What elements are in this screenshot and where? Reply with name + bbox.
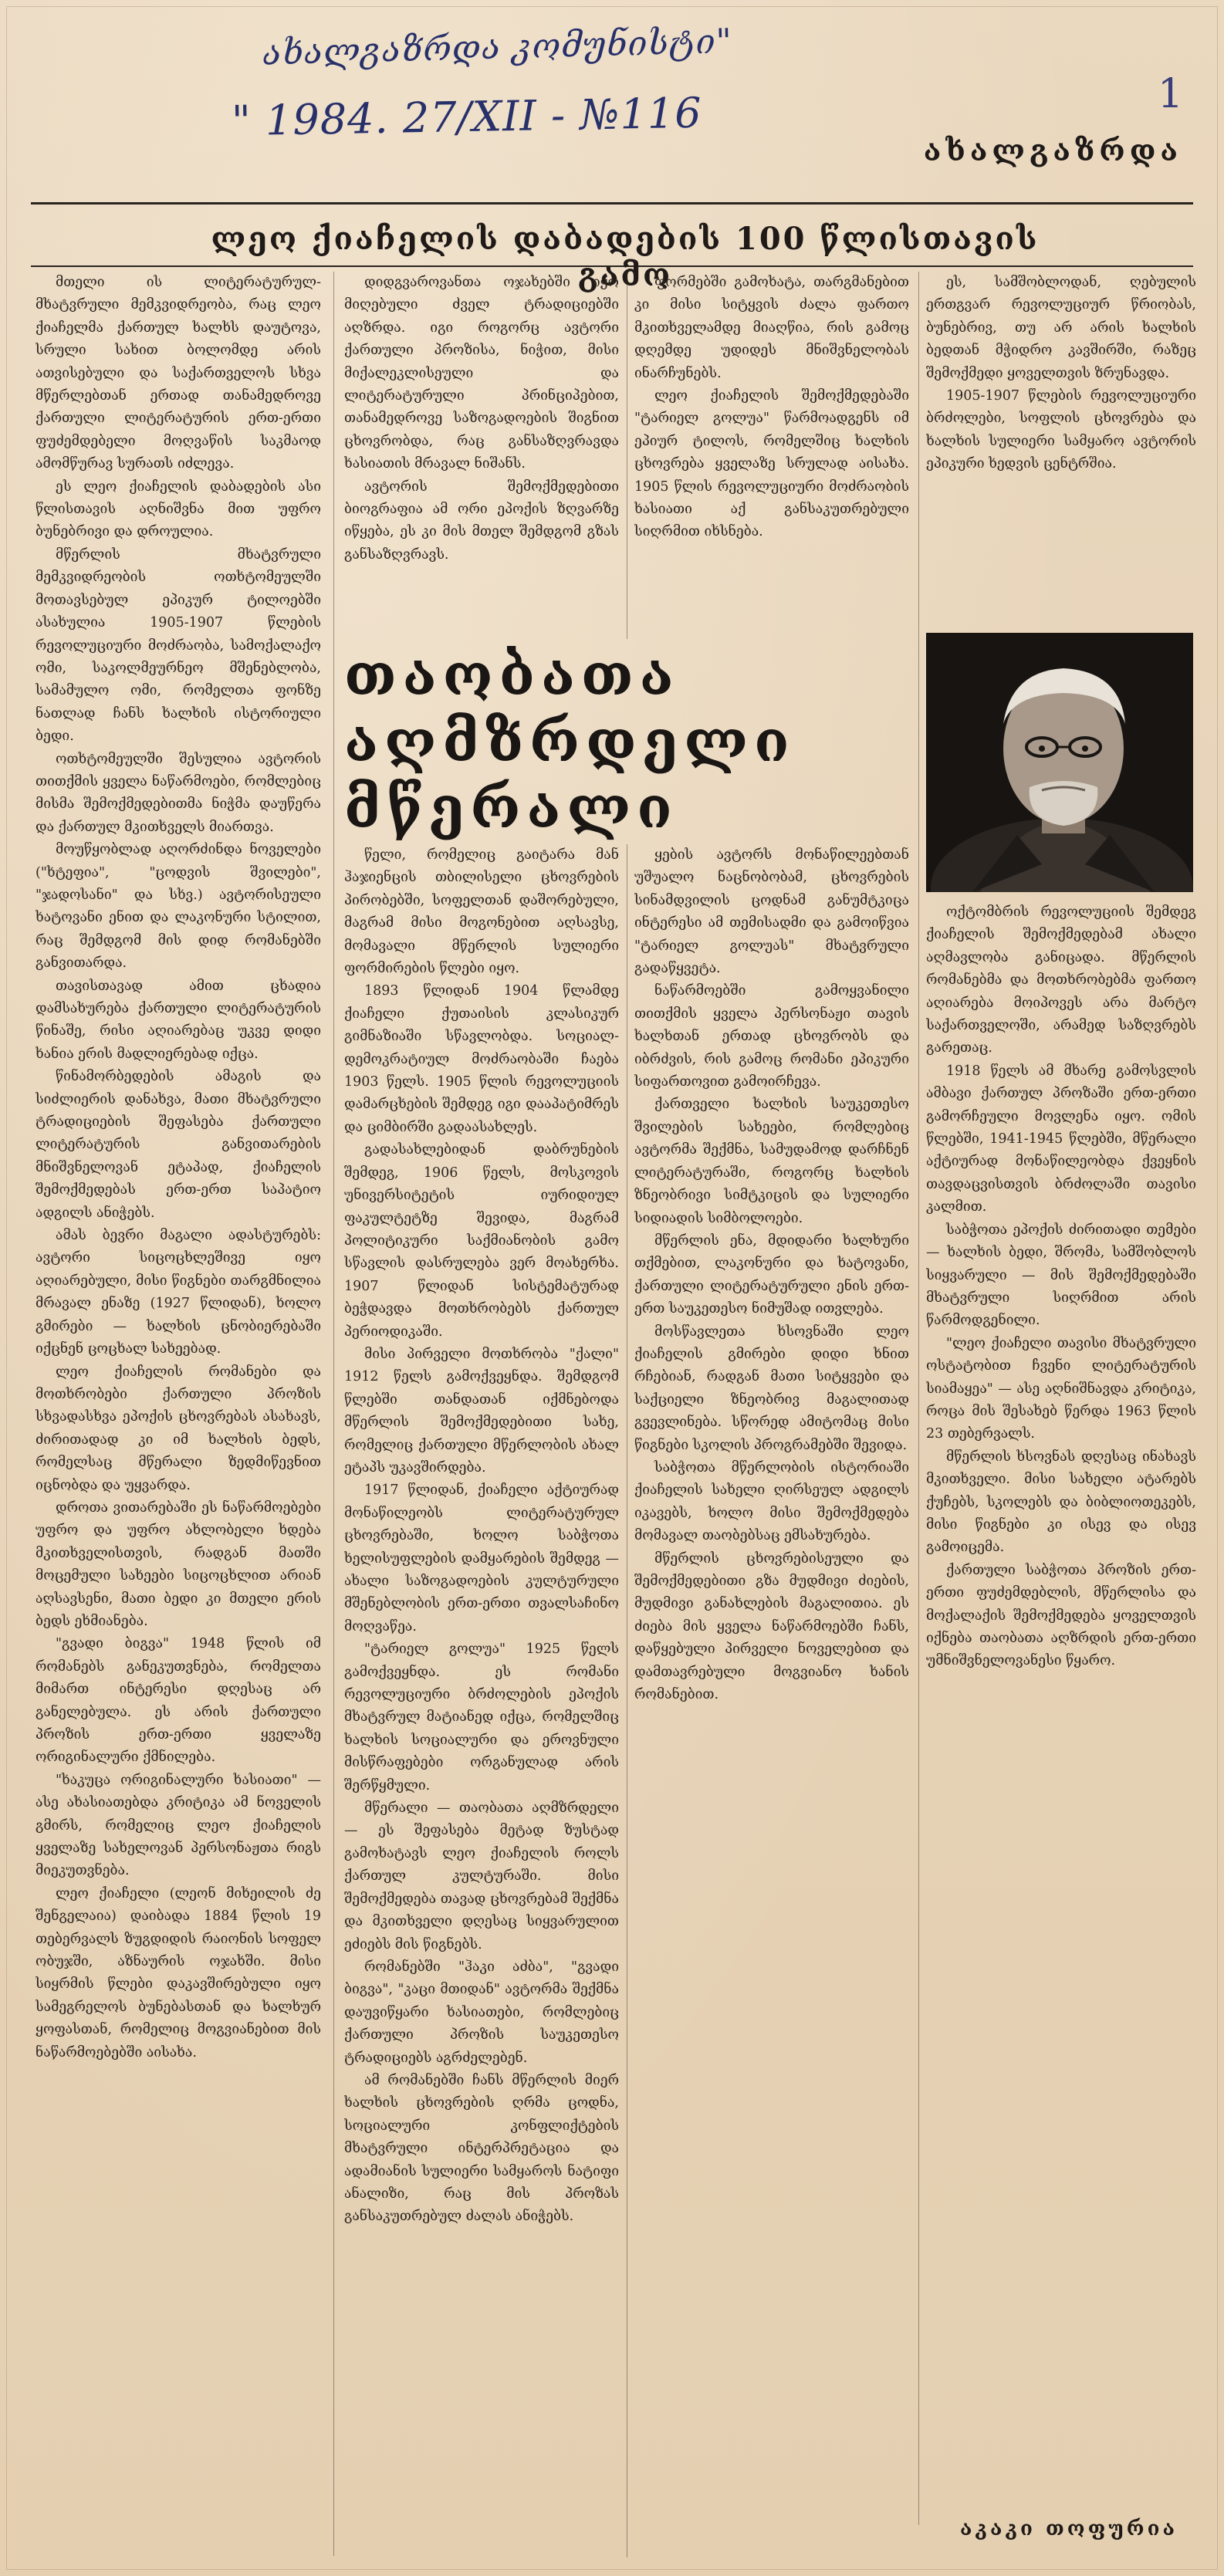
- headline-line: თაობათა: [344, 642, 680, 708]
- paragraph: თავისთავად ამით ცხადია დამსახურება ქართული ლიტერატურის წინაშე, რისი აღიარებაც უკვე დიდი ხანია ერის მადლიერებად იქცა.: [36, 978, 321, 1062]
- paragraph: ეს ლეო ქიაჩელის დაბადების ასი წლისთავის აღნიშვნა მით უფრო ბუნებრივი და დროულია.: [36, 478, 321, 540]
- paragraph: ლეო ქიაჩელის შემოქმედებაში "ტარიელ გოლუა" წარმოადგენს იმ ეპიურ ტილოს, რომელშიც ხალხის ცხოვრება ყველაზე სრულად აისახა. 1905 წლის რევოლუციური მოძრაობის ხასიათი აქ განსაკუთრებული სიღრმით იხსნება.: [634, 388, 909, 540]
- paragraph: "ხაკუცა ორიგინალური ხასიათი" — ასე ახასიათებდა კრიტიკა ამ ნოველის გმირს, რომელიც ლეო ქიაჩელის ყველაზე სახელოვან პერსონაჟთა რიგს მიეკუთვნება.: [36, 1772, 321, 1879]
- paragraph: ამას ბევრი მაგალი ადასტურებს: ავტორი სიცოცხლეშივე იყო აღიარებული, მისი წიგნები თარგმნილია მრავალ ენაზე (1927 წლიდან), ხოლო გმირები — ხალხის ცნობიერებაში იქცნენ ცოცხალ სახეებად.: [36, 1228, 321, 1357]
- paragraph: ეს, სამშობლოდან, ღებულის ერთგვარ რევოლუციურ წრიობას, ბუნებრივ, თუ არ არის ხალხის ბედთან მჭიდრო კავშირში, რაზეც შემოქმედი ყოველთვის ზრუნავდა.: [926, 275, 1196, 381]
- paragraph: ოთხტომეულში შესულია ავტორის თითქმის ყველა ნაწარმოები, რომლებიც მისმა შემოქმედებითმა ნიჭმა დაუწერა და ქართულ მკითხველს მიართვა.: [36, 751, 321, 835]
- paragraph: მწერლის ხსოვნას დღესაც ინახავს მკითხველი. მისი სახელი ატარებს ქუჩებს, სკოლებს და ბიბლიოთეკებს, მისი წიგნები კი ისევ და ისევ გამოიცემა.: [926, 1449, 1196, 1556]
- article-column-5: [344, 844, 619, 2557]
- article-column-1: [36, 272, 321, 2556]
- paragraph: რომანებში "ჰაკი აძბა", "გვადი ბიგვა", "კაცი მთიდან" ავტორმა შექმნა დაუვიწყარი ხასიათები, რომლებიც ქართული პროზის საუკეთესო ტრადიციებს აგრძელებენ.: [344, 1959, 619, 2066]
- paragraph: "ტარიელ გოლუა" 1925 წელს გამოქვეყნდა. ეს რომანი რევოლუციური ბრძოლების ეპოქის მხატვრულ მატიანედ იქცა, რომელშიც ხალხის სოციალური და ეროვნული მისწრაფებები ორგანულად არის შერწყმული.: [344, 1641, 619, 1793]
- section-heading: ლეო ქიაჩელის დაბადების 100 წლისთავის გამო: [211, 221, 1040, 293]
- paragraph: 1918 წელს ამ მხარე გამოსვლის ამბავი ქართულ პროზაში ერთ-ერთი გამორჩეული მოვლენა იყო. ომის წლებში, 1941-1945 წლებში, მწერალი აქტიურად მონაწილეობდა ქვეყნის თავდაცვისთვის ბრძოლაში თავისი კალმით.: [926, 1063, 1196, 1215]
- paragraph: გადასახლებიდან დაბრუნების შემდეგ, 1906 წელს, მოსკოვის უნივერსიტეტის იურიდიულ ფაკულტეტზე შევიდა, მაგრამ პოლიტიკური საქმიანობის გამო სწავლის დასრულება ვერ მოახერხა. 1907 წლიდან სისტემატურად ბეჭდავდა მოთხრობებს ქართულ პერიოდიკაში.: [344, 1142, 619, 1340]
- article-column-3: [634, 272, 909, 639]
- paragraph: ქართული საბჭოთა პროზის ერთ-ერთი ფუძემდებლის, მწერლისა და მოქალაქის შემოქმედება ყოველთვის იქნება თაობათა აღზრდის ერთ-ერთი უმნიშვნელოვანესი წყარო.: [926, 1562, 1196, 1669]
- paragraph: მწერლის ენა, მდიდარი ხალხური თქმებით, ლაკონური და ხატოვანი, ქართული ლიტერატურული ენის ერთ-ერთ საუკეთესო ნიმუშად ითვლება.: [634, 1232, 909, 1317]
- paragraph: მოუწყობლად აღორძინდა ნოველები ("ხტეფია", "ცოდვის შვილები", "ჯადოსანი" და სხვ.) ავტორისეული ხატოვანი ენით და ლაკონური სტილით, რაც შემდგომ მის დიდ რომანებში განვითარდა.: [36, 842, 321, 972]
- handwritten-newspaper-name: ახალგაზრდა კომუნისტი": [262, 22, 733, 73]
- paragraph: ყების ავტორს მონაწილეებთან უშუალო ნაცნობობამ, ცხოვრების სინამდვილის ცოდნამ განუმტკიცა ინტერესი ამ თემისადმი და გამოიწვია "ტარიელ გოლუას" მხატვრული გადაწყვეტა.: [634, 847, 909, 977]
- paragraph: საბჭოთა მწერლობის ისტორიაში ქიაჩელის სახელი ღირსეულ ადგილს იკავებს, ხოლო მისი შემოქმედება მომავალ თაობებსაც ემსახურება.: [634, 1459, 909, 1544]
- author-portrait-photo: [926, 633, 1193, 892]
- article-column-2: [344, 272, 619, 639]
- paragraph: დიდგვაროვანთა ოჯახებში იყო მიღებული ძველ ტრადიციებში აღზრდა. იგი როგორც ავტორი ქართული პროზისა, ნიჭით, მისი მიქალეკლისეული და ლიტერატურული პრინციპებით, თანამედროვე საზოგადოების შიგნით ცხოვრობდა, რაც განსაზღვრავდა ხასიათის მრავალ ნიშანს.: [344, 275, 619, 472]
- article-column-4: [926, 272, 1196, 619]
- paragraph: "გვადი ბიგვა" 1948 წლის იმ რომანებს განეკუთვნება, რომელთა მიმართ ინტერესი დღესაც არ განელებულა. ეს არის ქართული პროზის ერთ-ერთი ყველაზე ორიგინალური ქმნილება.: [36, 1636, 321, 1766]
- paragraph: ნაწარმოებში გამოყვანილი თითქმის ყველა პერსონაჟი თავის ხალხთან ერთად ცხოვრობს და იბრძვის, რის გამოც რომანი ეპიკური სიფართოვით გამოირჩევა.: [634, 983, 909, 1090]
- paragraph: "ლეო ქიაჩელი თავისი მხატვრული ოსტატობით ჩვენი ლიტერატურის სიამაყეა" — ასე აღნიშნავდა კრიტიკა, როცა მის შესახებ წერდა 1963 წლის 23 თებერვალს.: [926, 1335, 1196, 1442]
- headline-line: აღმზრდელი: [344, 708, 796, 775]
- paragraph: ლეო ქიაჩელის რომანები და მოთხრობები ქართული პროზის სხვადასხვა ეპოქის ცხოვრებას ასახავს, ძირითადად კი იმ ხალხის ბედს, რომელსაც მწერალი ზედმიწევნით იცნობდა და უყვარდა.: [36, 1364, 321, 1493]
- handwritten-issue-date: " 1984. 27/XII - №116: [231, 88, 703, 146]
- paragraph: 1905-1907 წლების რევოლუციური ბრძოლები, სოფლის ცხოვრება და ხალხის სულიერი სამყარო ავტორის ეპიკური ხედვის ცენტრშია.: [926, 388, 1196, 472]
- paragraph: მწერლის ცხოვრებისეული და შემოქმედებითი გზა მუდმივი ძიების, მუდმივი განახლების მაგალითია. ეს ძიება მის ყველა ნაწარმოებში ჩანს, დაწყებული პირველი ნოველებით და დამთავრებული მოგვიანო ხანის რომანებით.: [634, 1550, 909, 1703]
- paragraph: ქართველი ხალხის საუკეთესო შვილების სახეები, რომლებიც ავტორმა შექმნა, სამუდამოდ დარჩნენ ლიტერატურაში, როგორც ხალხის ზნეობრივი სიმტკიცის და სულიერი სიდიადის სიმბოლოები.: [634, 1097, 909, 1226]
- article-column-7: [926, 901, 1196, 2525]
- column-divider: [918, 272, 919, 2525]
- paragraph: დროთა ვითარებაში ეს ნაწარმოებები უფრო და უფრო ახლობელი ხდება მკითხველისთვის, რადგან მათში მოცემული სახეები სიცოცხლით არიან აღსავსენი, მათი ბედი კი მთელი ერის ბედს ეხმიანება.: [36, 1499, 321, 1629]
- paragraph: წინამორბედების ამაგის და სიძლიერის დანახვა, მათი მხატვრული ტრადიციების შეფასება ქართული ლიტერატურის განვითარების მნიშვნელოვან ეტაპად, ქიაჩელის შემოქმედებას ერთ-ერთ საპატიო ადგილს ანიჭებს.: [36, 1069, 321, 1221]
- paragraph: მთელი ის ლიტერატურულ-მხატვრული მემკვიდრეობა, რაც ლეო ქიაჩელმა ქართულ ხალხს დაუტოვა, სრული სახით ბოლომდე არის ათვისებული და საქართველოს სხვა მწერლებთან ერთად თანამედროვე ქართული ლიტერატურის ერთ-ერთი ფუძემდებელი მოღვაწის საკმაოდ ამომწურავ სურათს იძლევა.: [36, 275, 321, 472]
- headline-line: მწერალი: [344, 775, 678, 841]
- paragraph: ავტორის შემოქმედებითი ბიოგრაფია ამ ორი ეპოქის ზღვარზე იწყება, ეს კი მის მთელ შემდგომ გზას განსაზღვრავს.: [344, 478, 619, 563]
- paragraph: მისი პირველი მოთხრობა "ქალი" 1912 წელს გამოქვეყნდა. შემდგომ წლებში თანდათან იქმნებოდა მწერლის შემოქმედებითი სახე, რომელიც ქართული მწერლობის ახალ ეტაპს უკავშირდება.: [344, 1346, 619, 1476]
- author-byline: აკაკი თოფურია: [959, 2517, 1178, 2541]
- paragraph: ფორმებში გამოხატა, თარგმანებით კი მისი სიტყვის ძალა ფართო მკითხველამდე მიაღწია, რის გამოც დღემდე უდიდეს მნიშვნელობას ინარჩუნებს.: [634, 275, 909, 381]
- column-divider: [333, 272, 334, 2556]
- portrait-illustration: [926, 633, 1193, 892]
- paragraph: მწერლის მხატვრული მემკვიდრეობის ოთხტომეულში მოთავსებულ ეპიკურ ტილოებში ასახულია 1905-1907 წლების რევოლუციური მოძრაობა, სამოქალაქო ომი, საკოლმეურნეო მშენებლობა, სამამულო ომი, რომელთა ფონზე ნათლად ჩანს ხალხის ისტორიული ბედი.: [36, 546, 321, 745]
- paragraph: 1893 წლიდან 1904 წლამდე ქიაჩელი ქუთაისის კლასიკურ გიმნაზიაში სწავლობდა. სოციალ-დემოკრატიულ მოძრაობაში ჩაება 1903 წელს. 1905 წლის რევოლუციის დამარცხების შემდეგ იგი დააპატიმრეს და ციმბირში გადაასახლეს.: [344, 983, 619, 1135]
- paragraph: ოქტომბრის რევოლუციის შემდეგ ქიაჩელის შემოქმედებამ ახალი აღმავლობა განიცადა. მწერლის რომანებმა და მოთხრობებმა ფართო აღიარება მოიპოვეს არა მარტო საქართველოში, არამედ საზღვრებს გარეთაც.: [926, 904, 1196, 1056]
- paragraph: საბჭოთა ეპოქის ძირითადი თემები — ხალხის ბედი, შრომა, სამშობლოს სიყვარული — მის შემოქმედებაში მხატვრული სიღრმით არის წარმოდგენილი.: [926, 1222, 1196, 1329]
- article-headline: [344, 642, 796, 841]
- paragraph: მწერალი — თაობათა აღმზრდელი — ეს შეფასება მეტად ზუსტად გამოხატავს ლეო ქიაჩელის როლს ქართულ კულტურაში. მისი შემოქმედება თავად ცხოვრებამ შექმნა და მკითხველი დღესაც სიყვარულით ეძიებს მის წიგნებს.: [344, 1800, 619, 1952]
- newspaper-masthead: ახალგაზრდა: [923, 133, 1182, 167]
- article-column-6: [634, 844, 909, 2557]
- top-rule: [31, 202, 1193, 205]
- paragraph: წელი, რომელიც გაიტარა მან ჰაჯიენცის თბილისელი ცხოვრების პირობებში, სოფელთან დაშორებული, მაგრამ მისი მოგონებით აღსავსე, მომავალი მწერლის სულიერი ფორმირების წლები იყო.: [344, 847, 619, 977]
- paragraph: მოსწავლეთა ხსოვნაში ლეო ქიაჩელის გმირები დიდი ხნით რჩებიან, რადგან მათი სიტყვები და საქციელი ზნეობრივ მაგალითად გვევლინება. სწორედ ამიტომაც მისი წიგნები სკოლის პროგრამებში შევიდა.: [634, 1323, 909, 1453]
- handwritten-page-number: 1: [1158, 71, 1185, 117]
- paragraph: ლეო ქიაჩელი (ლეონ მიხეილის ძე შენგელაია) დაიბადა 1884 წლის 19 თებერვალს ზუგდიდის რაიონის სოფელ ობუჯში, აზნაურის ოჯახში. მისი სიყრმის წლები დაკავშირებული იყო სამეგრელოს ბუნებასთან და ხალხურ ყოფასთან, რომელიც მოგვიანებით მის ნაწარმოებებში აისახა.: [36, 1885, 321, 2060]
- paragraph: ამ რომანებში ჩანს მწერლის მიერ ხალხის ცხოვრების ღრმა ცოდნა, სოციალური კონფლიქტების მხატვრული ინტერპრეტაცია და ადამიანის სულიერი სამყაროს ნატიფი ანალიზი, რაც მის პროზას განსაკუთრებულ ძალას ანიჭებს.: [344, 2072, 619, 2225]
- paragraph: 1917 წლიდან, ქიაჩელი აქტიურად მონაწილეობს ლიტერატურულ ცხოვრებაში, ხოლო საბჭოთა ხელისუფლების დამყარების შემდეგ — ახალი საზოგადოების კულტურული მშენებლობის ერთ-ერთი თვალსაჩინო მოღვაწეა.: [344, 1482, 619, 1635]
